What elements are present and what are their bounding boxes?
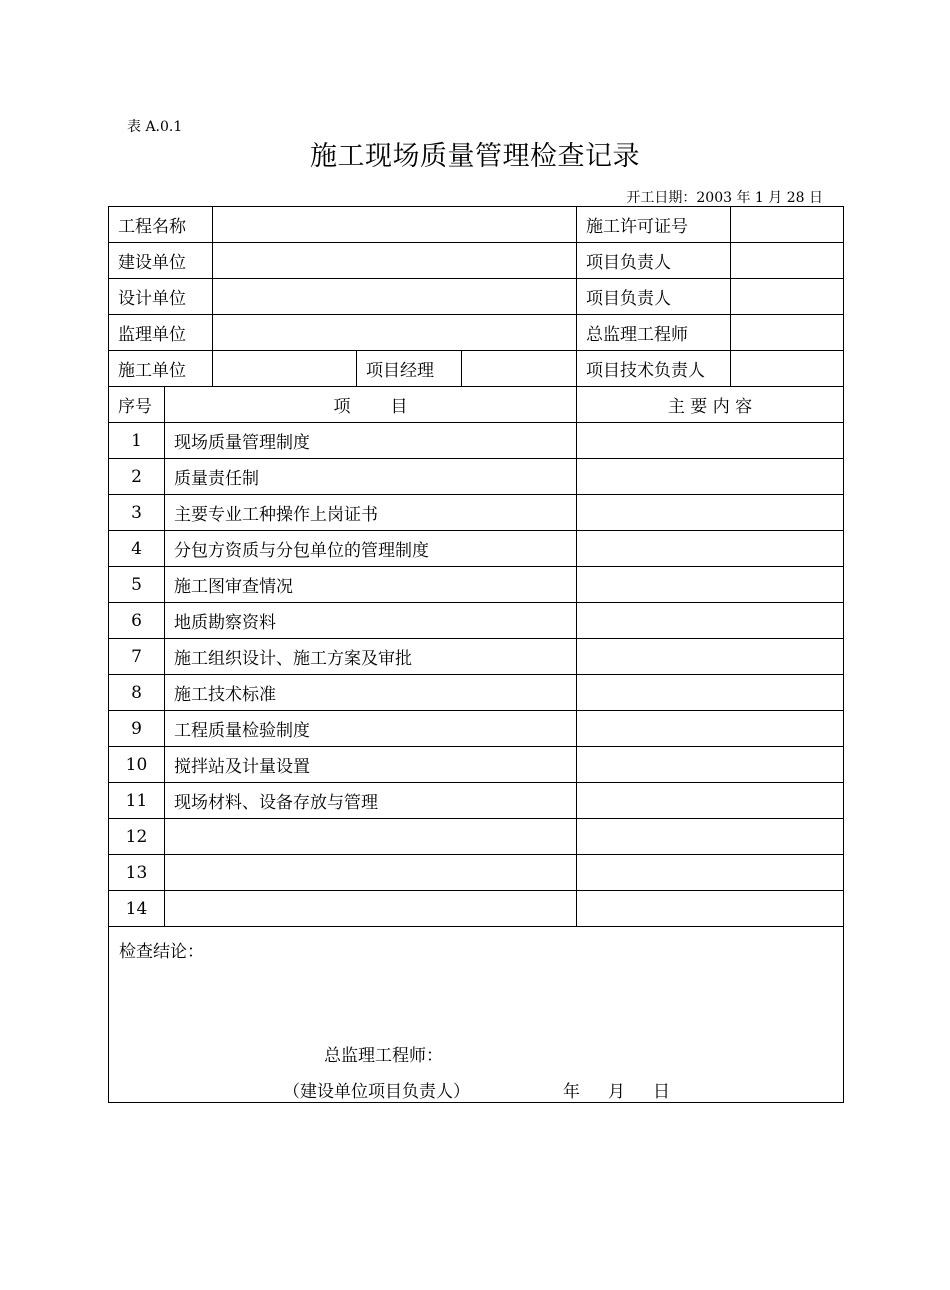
table-row <box>109 495 844 531</box>
row-item: 搅拌站及计量设置 <box>165 747 577 783</box>
row-number: 12 <box>109 819 165 855</box>
project-name-field[interactable] <box>213 207 577 243</box>
row-item: 工程质量检验制度 <box>165 711 577 747</box>
date-year-label: 年 <box>563 1082 580 1102</box>
project-manager-field[interactable] <box>462 351 577 387</box>
row-item: 施工组织设计、施工方案及审批 <box>165 639 577 675</box>
table-row <box>109 711 844 747</box>
row-item[interactable] <box>165 819 577 855</box>
col-item-header <box>165 387 577 423</box>
row-content-field[interactable] <box>577 567 844 603</box>
row-content-field[interactable] <box>577 423 844 459</box>
row-item: 地质勘察资料 <box>165 603 577 639</box>
row-number: 1 <box>109 423 165 459</box>
row-item[interactable] <box>165 891 577 927</box>
supervision-unit-field[interactable] <box>213 315 577 351</box>
row-design-unit <box>109 279 844 315</box>
table-row <box>109 783 844 819</box>
row-content-field[interactable] <box>577 711 844 747</box>
supervision-unit-label: 监理单位 <box>109 315 213 351</box>
row-item: 施工技术标准 <box>165 675 577 711</box>
row-number: 11 <box>109 783 165 819</box>
col-no-header: 序号 <box>109 387 165 423</box>
permit-field[interactable] <box>731 207 844 243</box>
construction-unit-label: 施工单位 <box>109 351 213 387</box>
row-number: 7 <box>109 639 165 675</box>
row-content-field[interactable] <box>577 459 844 495</box>
row-content-field[interactable] <box>577 891 844 927</box>
row-item: 主要专业工种操作上岗证书 <box>165 495 577 531</box>
row-content-field[interactable] <box>577 639 844 675</box>
row-item[interactable] <box>165 855 577 891</box>
row-number: 6 <box>109 603 165 639</box>
owner-unit-field[interactable] <box>213 243 577 279</box>
row-content-field[interactable] <box>577 783 844 819</box>
design-manager-field[interactable] <box>731 279 844 315</box>
row-number: 4 <box>109 531 165 567</box>
row-number: 3 <box>109 495 165 531</box>
chief-supervisor-label: 总监理工程师 <box>577 315 731 351</box>
owner-manager-signature-label: （建设单位项目负责人） <box>283 1082 470 1102</box>
conclusion-area[interactable] <box>109 927 844 1103</box>
project-manager-label: 项目经理 <box>357 351 462 387</box>
design-unit-label: 设计单位 <box>109 279 213 315</box>
chief-supervisor-field[interactable] <box>731 315 844 351</box>
table-row <box>109 531 844 567</box>
form-number: 表 A.0.1 <box>127 119 183 135</box>
row-item: 施工图审查情况 <box>165 567 577 603</box>
row-item: 分包方资质与分包单位的管理制度 <box>165 531 577 567</box>
conclusion-row <box>109 927 844 1103</box>
row-construction-unit <box>109 351 844 387</box>
row-content-field[interactable] <box>577 495 844 531</box>
col-content-header: 主 要 内 容 <box>577 387 844 423</box>
date-day-label: 日 <box>653 1082 670 1102</box>
row-number: 5 <box>109 567 165 603</box>
table-row <box>109 423 844 459</box>
design-unit-field[interactable] <box>213 279 577 315</box>
table-row <box>109 639 844 675</box>
row-content-field[interactable] <box>577 675 844 711</box>
row-number: 10 <box>109 747 165 783</box>
row-number: 9 <box>109 711 165 747</box>
table-row <box>109 891 844 927</box>
row-number: 8 <box>109 675 165 711</box>
table-row <box>109 459 844 495</box>
date-month-label: 月 <box>608 1082 625 1102</box>
owner-unit-label: 建设单位 <box>109 243 213 279</box>
table-row <box>109 603 844 639</box>
quality-check-form <box>108 206 844 1103</box>
row-number: 13 <box>109 855 165 891</box>
row-content-field[interactable] <box>577 855 844 891</box>
owner-manager-label: 项目负责人 <box>577 243 731 279</box>
row-content-field[interactable] <box>577 819 844 855</box>
row-content-field[interactable] <box>577 531 844 567</box>
construction-unit-field[interactable] <box>213 351 357 387</box>
row-content-field[interactable] <box>577 603 844 639</box>
permit-label: 施工许可证号 <box>577 207 731 243</box>
chief-supervisor-signature-label: 总监理工程师： <box>324 1046 443 1066</box>
col-item-header-2: 目 <box>390 397 408 417</box>
table-row <box>109 855 844 891</box>
col-item-header-1: 项 <box>333 397 351 417</box>
row-number: 2 <box>109 459 165 495</box>
project-name-label: 工程名称 <box>109 207 213 243</box>
owner-manager-field[interactable] <box>731 243 844 279</box>
conclusion-label: 检查结论： <box>119 942 204 962</box>
design-manager-label: 项目负责人 <box>577 279 731 315</box>
table-row <box>109 567 844 603</box>
row-item: 质量责任制 <box>165 459 577 495</box>
row-content-field[interactable] <box>577 747 844 783</box>
row-owner-unit <box>109 243 844 279</box>
start-date: 开工日期：2003 年 1 月 28 日 <box>626 190 823 206</box>
tech-manager-label: 项目技术负责人 <box>577 351 731 387</box>
table-row <box>109 747 844 783</box>
row-item: 现场材料、设备存放与管理 <box>165 783 577 819</box>
row-supervision-unit <box>109 315 844 351</box>
item-header-row <box>109 387 844 423</box>
tech-manager-field[interactable] <box>731 351 844 387</box>
signature-date <box>563 1077 670 1102</box>
table-row <box>109 675 844 711</box>
row-number: 14 <box>109 891 165 927</box>
row-project-name <box>109 207 844 243</box>
page-title: 施工现场质量管理检查记录 <box>310 141 640 172</box>
table-row <box>109 819 844 855</box>
row-item: 现场质量管理制度 <box>165 423 577 459</box>
